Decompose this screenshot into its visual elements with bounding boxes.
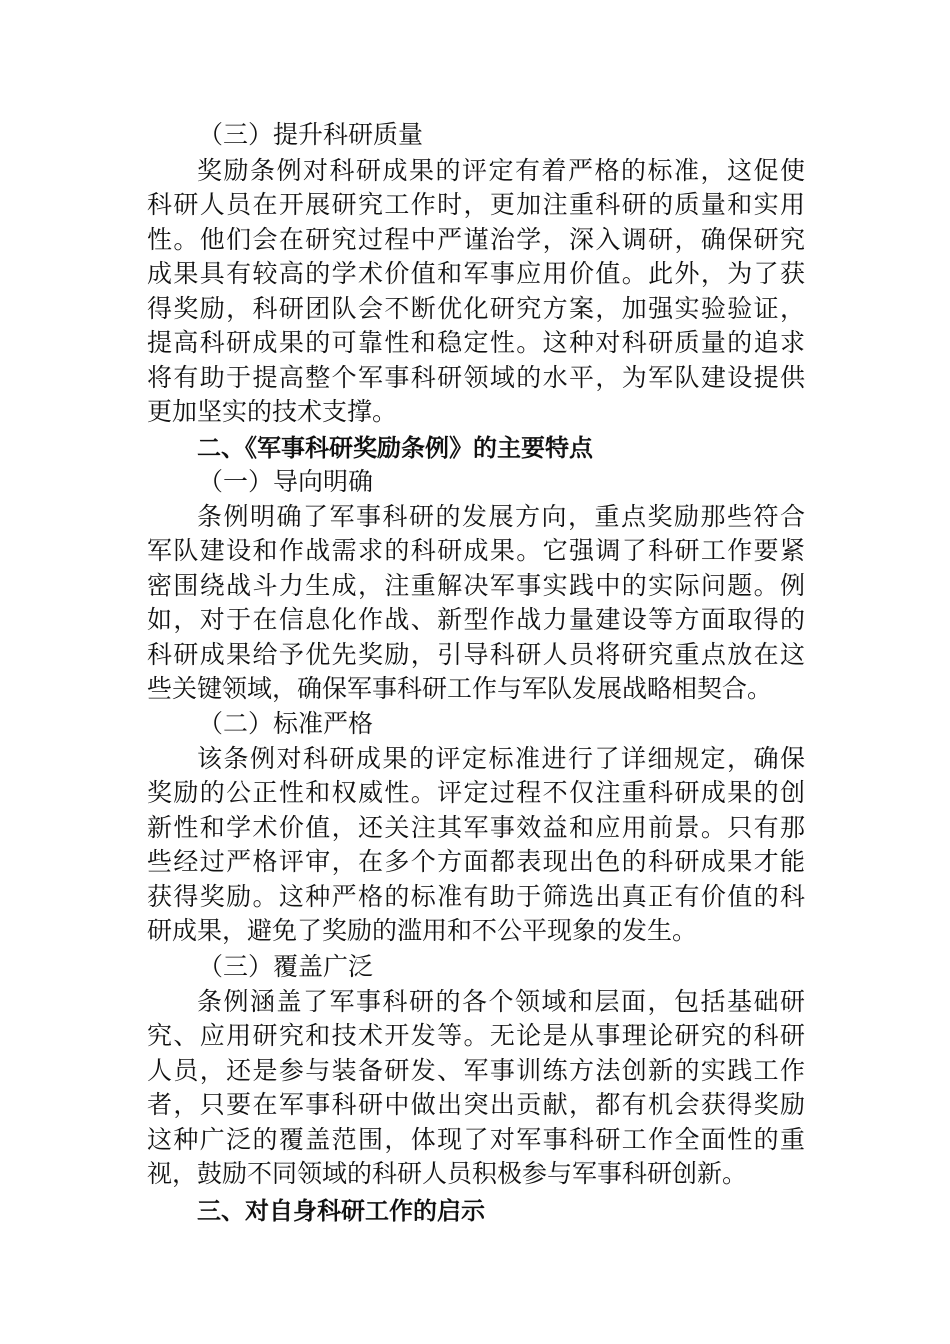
paragraph-line: 这种广泛的覆盖范围，体现了对军事科研工作全面性的重 — [147, 1125, 805, 1154]
paragraph-line: 奖励条例对科研成果的评定有着严格的标准，这促使 — [197, 156, 805, 185]
paragraph-line: 视，鼓励不同领域的科研人员积极参与军事科研创新。 — [147, 1159, 748, 1188]
paragraph-line: 条例涵盖了军事科研的各个领域和层面，包括基础研 — [197, 987, 805, 1016]
subheading-improve-quality: （三）提升科研质量 — [198, 120, 424, 149]
paragraph-line: 获得奖励。这种严格的标准有助于筛选出真正有价值的科 — [147, 882, 805, 911]
paragraph-line: 奖励的公正性和权威性。评定过程不仅注重科研成果的创 — [147, 778, 805, 807]
paragraph-line: 将有助于提高整个军事科研领域的水平，为军队建设提供 — [147, 363, 805, 392]
subheading-clear-orientation: （一）导向明确 — [198, 467, 374, 496]
paragraph-line: 如，对于在信息化作战、新型作战力量建设等方面取得的 — [147, 605, 805, 634]
paragraph-line: 究、应用研究和技术开发等。无论是从事理论研究的科研 — [147, 1021, 805, 1050]
paragraph-line: 密围绕战斗力生成，注重解决军事实践中的实际问题。例 — [147, 571, 805, 600]
paragraph-line: 些经过严格评审，在多个方面都表现出色的科研成果才能 — [147, 847, 805, 876]
paragraph-line: 条例明确了军事科研的发展方向，重点奖励那些符合 — [197, 502, 805, 531]
paragraph-line: 该条例对科研成果的评定标准进行了详细规定，确保 — [197, 744, 805, 773]
paragraph-line: 得奖励，科研团队会不断优化研究方案，加强实验验证， — [147, 294, 805, 323]
paragraph-line: 军队建设和作战需求的科研成果。它强调了科研工作要紧 — [147, 536, 805, 565]
paragraph-line: 科研成果给予优先奖励，引导科研人员将研究重点放在这 — [147, 640, 805, 669]
subheading-wide-coverage: （三）覆盖广泛 — [198, 952, 374, 981]
paragraph-line: 人员，还是参与装备研发、军事训练方法创新的实践工作 — [147, 1056, 805, 1085]
section-heading-implications: 三、对自身科研工作的启示 — [197, 1197, 485, 1225]
paragraph-line: 提高科研成果的可靠性和稳定性。这种对科研质量的追求 — [147, 328, 805, 357]
paragraph-line: 性。他们会在研究过程中严谨治学，深入调研，确保研究 — [147, 225, 805, 254]
paragraph-line: 者，只要在军事科研中做出突出贡献，都有机会获得奖励 — [147, 1090, 805, 1119]
paragraph-line: 科研人员在开展研究工作时，更加注重科研的质量和实用 — [147, 190, 805, 219]
section-heading-main-features: 二、《军事科研奖励条例》的主要特点 — [197, 434, 593, 462]
paragraph-line: 成果具有较高的学术价值和军事应用价值。此外，为了获 — [147, 259, 805, 288]
subheading-strict-standards: （二）标准严格 — [198, 709, 374, 738]
paragraph-line: 新性和学术价值，还关注其军事效益和应用前景。只有那 — [147, 813, 805, 842]
paragraph-line: 更加坚实的技术支撑。 — [147, 397, 398, 426]
paragraph-line: 些关键领域，确保军事科研工作与军队发展战略相契合。 — [147, 674, 773, 703]
paragraph-line: 研成果，避免了奖励的滥用和不公平现象的发生。 — [147, 916, 698, 945]
